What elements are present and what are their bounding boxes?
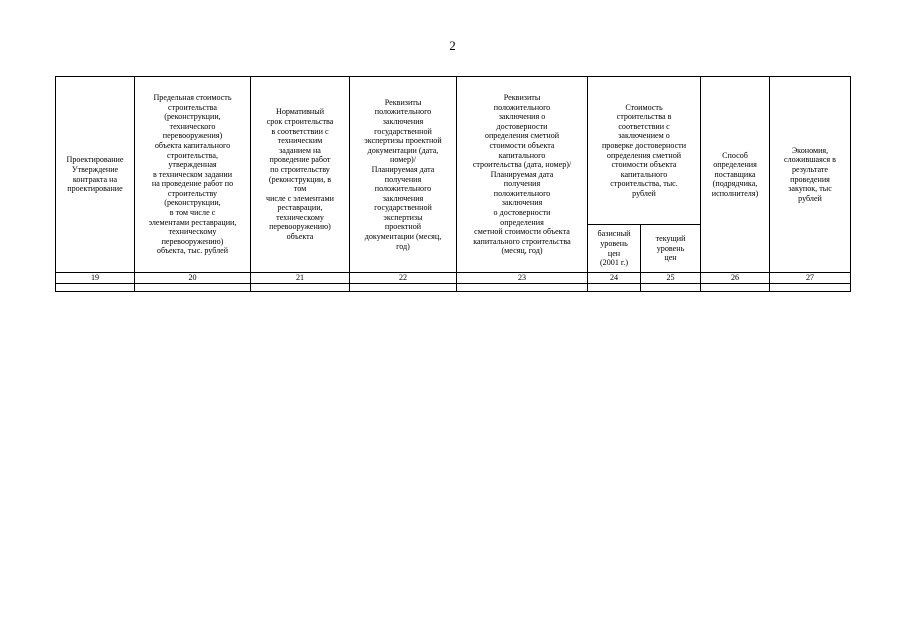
table-cell xyxy=(350,284,457,292)
table-cell xyxy=(588,284,641,292)
column-number: 23 xyxy=(457,273,588,284)
table-cell xyxy=(457,284,588,292)
table-cell xyxy=(135,284,251,292)
page-number: 2 xyxy=(449,38,456,53)
header-col-27: Экономия, сложившаяся в результате проведения закупок, тыс рублей xyxy=(770,77,851,273)
empty-data-row xyxy=(56,284,851,292)
table-cell xyxy=(770,284,851,292)
column-number: 27 xyxy=(770,273,851,284)
column-number: 20 xyxy=(135,273,251,284)
table-cell xyxy=(251,284,350,292)
column-number: 21 xyxy=(251,273,350,284)
column-number-row xyxy=(56,273,851,284)
capital-construction-table xyxy=(55,76,851,292)
header-col-26: Способ определения поставщика (подрядчика, исполнителя) xyxy=(701,77,770,273)
header-col-24-25-group: Стоимость строительства в соответствии с заключением о проверке достоверности определения сметной стоимости объекта капитального строительства, тыс. рублей xyxy=(588,77,701,225)
header-col-20: Предельная стоимость строительства (реконструкции, технического перевооружения) объекта капитального строительства, утвержденная в техническом задании на проведение работ по строительству (реконструкции, в том числе с элементами реставрации, техническому перевооружению) объекта, тыс. рублей xyxy=(135,77,251,273)
header-col-22: Реквизиты положительного заключения государственной экспертизы проектной документации (дата, номер)/ Планируемая дата получения положительного заключения государственной экспертизы проектной документации (месяц, год) xyxy=(350,77,457,273)
column-number: 25 xyxy=(641,273,701,284)
table-cell xyxy=(701,284,770,292)
column-number: 24 xyxy=(588,273,641,284)
header-col-24: базисный уровень цен (2001 г.) xyxy=(588,225,641,273)
column-number: 26 xyxy=(701,273,770,284)
table-cell xyxy=(56,284,135,292)
header-col-25: текущий уровень цен xyxy=(641,225,701,273)
header-col-19: Проектирование Утверждение контракта на проектирование xyxy=(56,77,135,273)
header-col-23: Реквизиты положительного заключения о достоверности определения сметной стоимости объекта капитального строительства (дата, номер)/ Планируемая дата получения положительного заключения о достоверности определения сметной стоимости объекта капитального строительства (месяц, год) xyxy=(457,77,588,273)
header-col-21: Нормативный срок строительства в соответствии с техническим заданием на проведение работ по строительству (реконструкции, в том числе с элементами реставрации, техническому перевооружению) объекта xyxy=(251,77,350,273)
table-cell xyxy=(641,284,701,292)
column-number: 19 xyxy=(56,273,135,284)
column-number: 22 xyxy=(350,273,457,284)
